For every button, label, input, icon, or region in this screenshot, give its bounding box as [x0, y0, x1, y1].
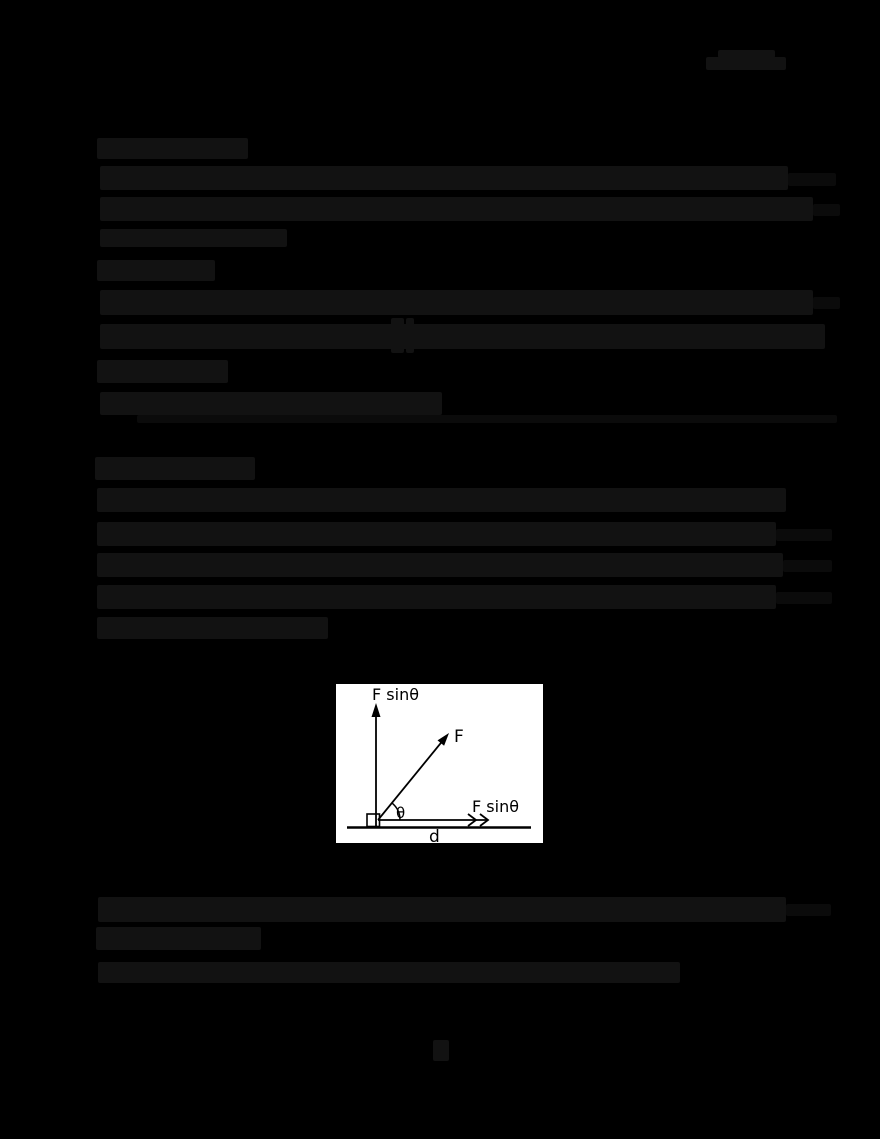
text-line-bar: [97, 522, 776, 546]
section-heading-bar: [97, 360, 228, 383]
text-line-tail-bar: [783, 560, 832, 572]
displacement-label: d: [429, 827, 440, 845]
vertical-component-label: F sinθ: [372, 685, 419, 704]
text-line-tail-bar: [813, 204, 840, 216]
text-line-bar: [97, 488, 786, 512]
text-line-tail-bar: [788, 173, 836, 186]
text-line-bar: [96, 927, 261, 950]
text-line-bar: [100, 392, 442, 415]
logo-mark-bottom: [706, 57, 786, 70]
equation-line-bar: [100, 324, 825, 349]
text-line-tail-bar: [813, 297, 840, 309]
text-line-tail-bar: [776, 592, 832, 604]
text-line-bar: [97, 553, 783, 577]
figure-box: [334, 682, 545, 849]
text-line-bar: [98, 897, 786, 922]
force-label: F: [454, 727, 464, 747]
text-line-tail-bar: [786, 904, 831, 916]
text-line-bar: [100, 290, 813, 315]
section-heading-bar: [95, 457, 255, 480]
radical-glyph-bar: [391, 318, 404, 353]
force-diagram: [334, 682, 545, 845]
horizontal-component-label: F sinθ: [472, 797, 519, 816]
text-line-bar: [97, 585, 776, 609]
text-line-tail-bar: [776, 529, 832, 541]
page-number-bar: [433, 1040, 449, 1061]
section-heading-bar: [97, 138, 248, 159]
angle-label: θ: [396, 804, 406, 822]
radical-glyph-bar: [406, 318, 414, 353]
text-line-bar: [98, 962, 680, 983]
text-line-bar: [100, 197, 813, 221]
text-line-bar: [100, 166, 788, 190]
section-heading-bar: [97, 260, 215, 281]
text-line-bar: [100, 229, 287, 247]
text-line-bar: [97, 617, 328, 639]
text-line-tail-bar: [137, 415, 837, 423]
